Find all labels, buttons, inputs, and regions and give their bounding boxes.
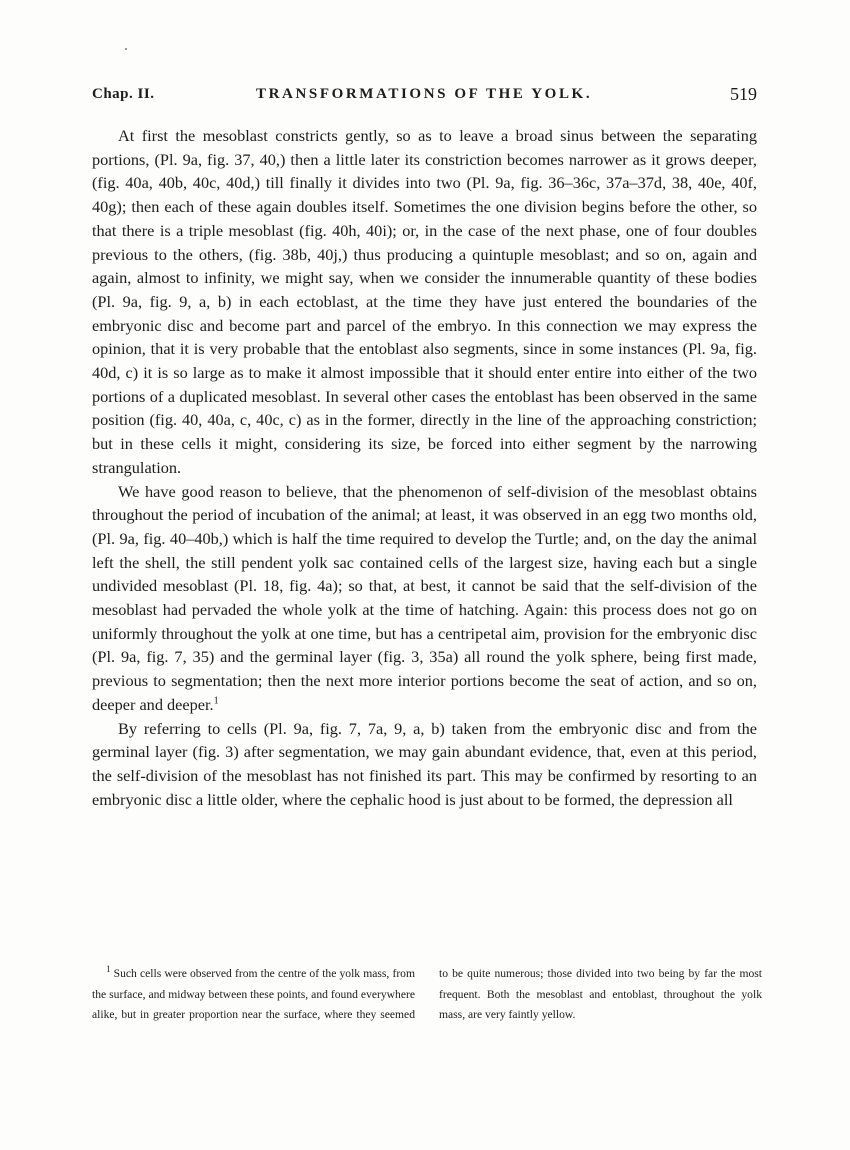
page-number: 519 [730, 84, 757, 104]
paragraph-1: At first the mesoblast constricts gently, so as to leave a broad sinus between the separating portions, (Pl. 9a, fig. 37, 40,) then a little later its constriction becomes narrower as it grows deeper, (fig. 40a, 40b, 40c, 40d,) till finally it divides into two (Pl. 9a, fig. 36–36c, 37a–37d, 38, 40e, 40f, 40g); then each of these again doubles itself. Sometimes the one division begins before the other, so that there is a triple mesoblast (fig. 40h, 40i); or, in the case of the next phase, one of four doubles previous to the others, (fig. 38b, 40j,) thus producing a quintuple mesoblast; and so on, again and again, almost to infinity, we might say, when we consider the innumerable quantity of these bodies (Pl. 9a, fig. 9, a, b) in each ectoblast, at the time they have just entered the boundaries of the embryonic disc and become part and parcel of the embryo. In this connection we may express the opinion, that it is very probable that the entoblast also segments, since in some instances (Pl. 9a, fig. 40d, c) it is so large as to make it almost impossible that it should enter entire into either of the two portions of a duplicated mesoblast. In several other cases the entoblast has been observed in the same position (fig. 40, 40a, c, 40c, c) as in the former, directly in the line of the approaching constriction; but in these cells it might, considering its size, be forced into either segment by the narrowing strangulation. [92, 126, 757, 477]
footnote-text: Such cells were observed from the centre of the yolk mass, from the surface, and midway between these points, and found everywhere alike, but in greater proportion near the surface, where they seemed to be quite numerous; those divided into two being by far the most frequent. Both the mesoblast and entoblast, throughout the yolk mass, are very faintly yellow. [92, 967, 762, 1022]
footnote-1 [92, 964, 762, 1026]
footnote-marker: 1 [106, 964, 111, 975]
paragraph-3: By referring to cells (Pl. 9a, fig. 7, 7a, 9, a, b) taken from the embryonic disc and from the germinal layer (fig. 3) after segmentation, we may gain abundant evidence, that, even at this period, the self-division of the mesoblast has not finished its part. This may be confirmed by resorting to an embryonic disc a little older, where the cephalic hood is just about to be formed, the depression all [92, 718, 757, 809]
footnote-reference: 1 [213, 695, 219, 707]
page-speck [125, 48, 127, 50]
footnotes [92, 964, 762, 1026]
chapter-label: Chap. II. [92, 86, 155, 102]
running-title: TRANSFORMATIONS OF THE YOLK. [256, 86, 593, 102]
paragraph-2-text: We have good reason to believe, that the phenomenon of self-division of the mesoblast obtains throughout the period of incubation of the animal; at least, it was observed in an egg two months old, (Pl. 9a, fig. 40–40b,) which is half the time required to develop the Turtle; and, on the day the animal left the shell, the still pendent yolk sac contained cells of the largest size, having each but a single undivided mesoblast (Pl. 18, fig. 4a); so that, at best, it cannot be said that the self-division of the mesoblast had pervaded the whole yolk at the time of hatching. Again: this process does not go on uniformly throughout the yolk at one time, but has a centripetal aim, provision for the embryonic disc (Pl. 9a, fig. 7, 35) and the germinal layer (fig. 3, 35a) all round the yolk sphere, being first made, previous to segmentation; then the next more interior portions become the seat of action, and so on, deeper and deeper. [92, 481, 757, 714]
paragraph-2 [92, 480, 757, 717]
body-text [92, 124, 757, 811]
page-header [92, 84, 757, 108]
